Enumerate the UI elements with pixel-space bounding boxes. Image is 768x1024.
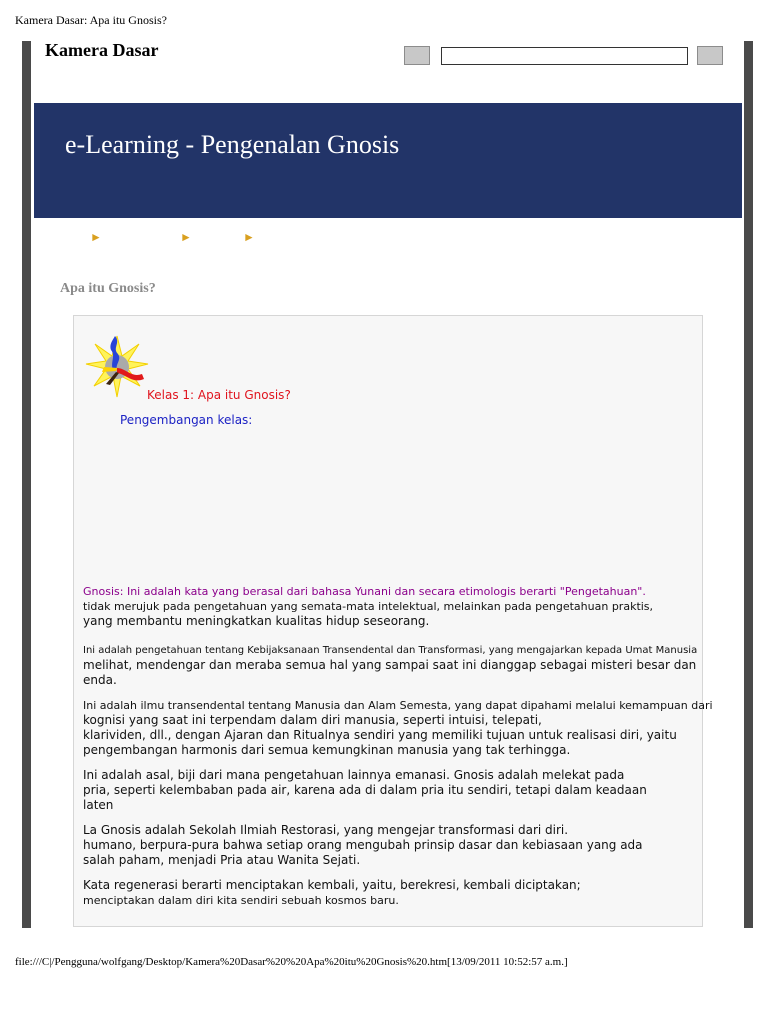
print-header: Kamera Dasar: Apa itu Gnosis? <box>15 13 167 27</box>
section-title: Apa itu Gnosis? <box>60 281 156 296</box>
paragraph-line: enda. <box>83 673 117 687</box>
paragraph-line: Ini adalah pengetahuan tentang Kebijaksanaan Transendental dan Transformasi, yang mengajarkan kepada Umat Manusia <box>83 645 698 656</box>
paragraph-line: klarividen, dll., dengan Ajaran dan Ritualnya sendiri yang memiliki tujuan untuk realisasi diri, yaitu <box>83 728 677 742</box>
nav-arrow-icon[interactable]: ► <box>90 230 102 244</box>
class-title: Kelas 1: Apa itu Gnosis? <box>147 388 291 402</box>
paragraph-line: melihat, mendengar dan meraba semua hal yang sampai saat ini dianggap sebagai misteri besar dan <box>83 658 697 672</box>
header-button-left[interactable] <box>404 46 430 65</box>
left-border-bar <box>22 41 31 928</box>
paragraph-line: kognisi yang saat ini terpendam dalam diri manusia, seperti intuisi, telepati, <box>83 713 542 727</box>
print-footer: file:///C|/Pengguna/wolfgang/Desktop/Kamera%20Dasar%20%20Apa%20itu%20Gnosis%20.htm[13/09/2011 10:52:57 a.m.] <box>15 956 568 968</box>
definition-text-end: yang membantu meningkatkan kualitas hidup seseorang. <box>83 614 430 628</box>
search-input[interactable] <box>441 47 688 65</box>
paragraph-line: laten <box>83 798 114 812</box>
paragraph-line: salah paham, menjadi Pria atau Wanita Sejati. <box>83 853 361 867</box>
development-label: Pengembangan kelas: <box>120 413 253 427</box>
nav-arrow-icon[interactable]: ► <box>180 230 192 244</box>
nav-arrow-icon[interactable]: ► <box>243 230 255 244</box>
paragraph-school <box>83 823 733 868</box>
paragraph-line: pengembangan harmonis dari semua kemungkinan manusia yang tak terhingga. <box>83 743 571 757</box>
definition-highlight: Gnosis: Ini adalah kata yang berasal dari bahasa Yunani dan secara etimologis berarti "Pengetahuan". <box>83 585 646 598</box>
content-box <box>73 315 713 927</box>
paragraph-gnosis-definition <box>83 584 733 629</box>
paragraph-line: Ini adalah ilmu transendental tentang Manusia dan Alam Semesta, yang dapat dipahami melalui kemampuan dari <box>83 699 713 712</box>
site-title[interactable]: Kamera Dasar <box>45 40 159 60</box>
paragraph-line: humano, berpura-pura bahwa setiap orang mengubah prinsip dasar dan kebiasaan yang ada <box>83 838 643 852</box>
paragraph-science <box>83 698 733 758</box>
paragraph-line: menciptakan dalam diri kita sendiri sebuah kosmos baru. <box>83 894 399 907</box>
right-border-bar <box>744 41 753 928</box>
paragraph-knowledge <box>83 643 733 688</box>
paragraph-line: La Gnosis adalah Sekolah Ilmiah Restorasi, yang mengejar transformasi dari diri. <box>83 823 569 837</box>
definition-text: tidak merujuk pada pengetahuan yang semata-mata intelektual, melainkan pada pengetahuan praktis, <box>83 600 654 613</box>
banner <box>34 103 742 218</box>
gnosis-logo-icon <box>84 334 150 400</box>
paragraph-line: Ini adalah asal, biji dari mana pengetahuan lainnya emanasi. Gnosis adalah melekat pada <box>83 768 625 782</box>
paragraph-origin <box>83 768 733 813</box>
search-button[interactable] <box>697 46 723 65</box>
paragraph-regeneration <box>83 878 733 908</box>
paragraph-line: Kata regenerasi berarti menciptakan kembali, yaitu, berekresi, kembali diciptakan; <box>83 878 581 892</box>
paragraph-line: pria, seperti kelembaban pada air, karena ada di dalam pria itu sendiri, tetapi dalam keadaan <box>83 783 647 797</box>
banner-title: e-Learning - Pengenalan Gnosis <box>65 130 400 159</box>
